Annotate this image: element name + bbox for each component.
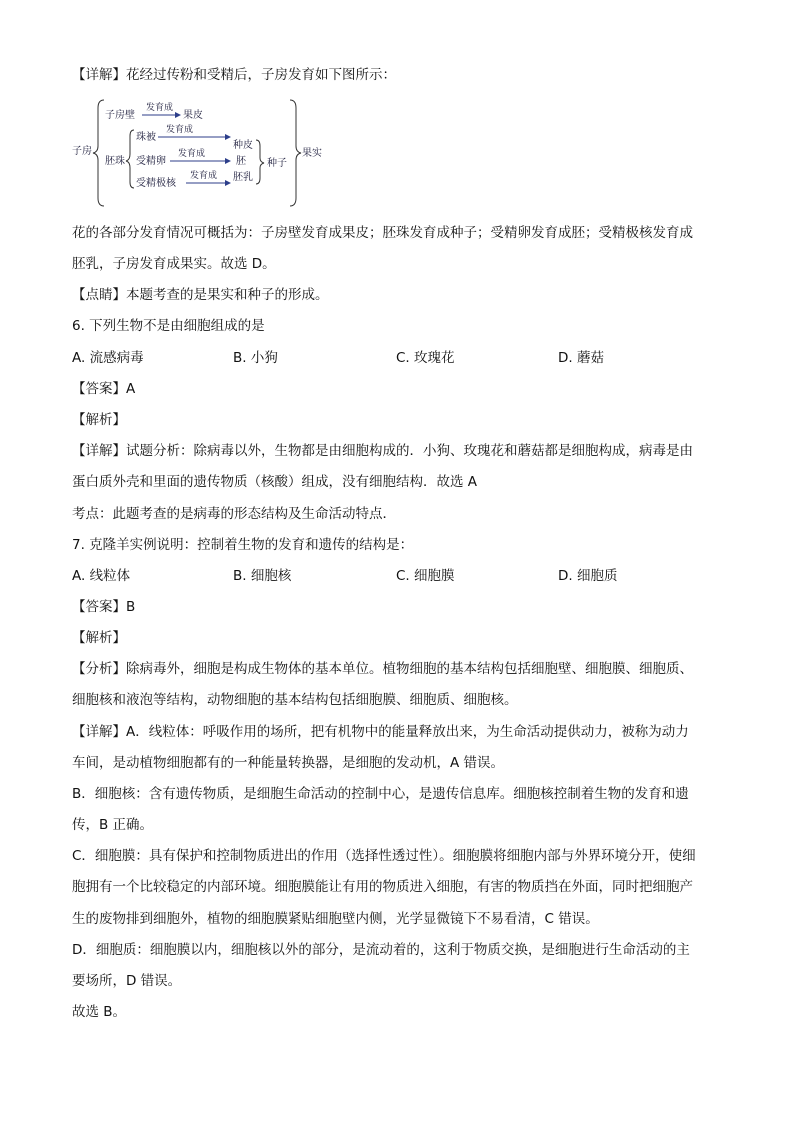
- diagram-seed-coat: 种皮: [233, 140, 253, 151]
- q7-option-c: C. 细胞膜: [396, 568, 455, 584]
- diagram-brace-fruit: [290, 100, 301, 206]
- q6-option-d: D. 蘑菇: [558, 350, 604, 366]
- q6-stem: 6. 下列生物不是由细胞组成的是: [72, 318, 265, 334]
- diagram-endosperm: 胚乳: [233, 172, 253, 183]
- diagram-arrow-label-4: 发育成: [190, 171, 218, 181]
- q7-detail-b-line-1: B．细胞核：含有遗传物质，是细胞生命活动的控制中心，是遗传信息库。细胞核控制着生物的发育和遗: [72, 786, 689, 802]
- q7-detail-d-line-2: 要场所，D 错误。: [72, 973, 182, 989]
- q7-detail-b-line-2: 传，B 正确。: [72, 817, 154, 833]
- diagram-ovary: 子房: [72, 146, 92, 157]
- diagram-seed: 种子: [267, 158, 287, 169]
- q5-summary-line-2: 胚乳，子房发育成果实。故选 D。: [72, 256, 276, 272]
- q5-point: 【点睛】本题考查的是果实和种子的形成。: [72, 287, 329, 303]
- q7-analysis-line-2: 细胞核和液泡等结构，动物细胞的基本结构包括细胞膜、细胞质、细胞核。: [72, 692, 518, 708]
- q6-analysis-label: 【解析】: [72, 412, 126, 428]
- q6-answer: 【答案】A: [72, 381, 136, 397]
- diagram-fruit: 果实: [302, 148, 322, 159]
- q6-detail-line-2: 蛋白质外壳和里面的遗传物质（核酸）组成，没有细胞结构．故选 A: [72, 474, 478, 490]
- diagram-brace-ovary: [93, 100, 104, 206]
- q7-analysis-label: 【解析】: [72, 630, 126, 646]
- q5-summary-line-1: 花的各部分发育情况可概括为：子房壁发育成果皮；胚珠发育成种子；受精卵发育成胚；受精极核发育成: [72, 225, 693, 241]
- q7-detail-c-line-2: 胞拥有一个比较稳定的内部环境。细胞膜能让有用的物质进入细胞，有害的物质挡在外面，同时把细胞产: [72, 879, 693, 895]
- diagram-ovary-wall: 子房壁: [105, 110, 135, 121]
- q7-answer: 【答案】B: [72, 599, 136, 615]
- q6-option-a: A. 流感病毒: [72, 350, 144, 366]
- diagram-fertilized-egg: 受精卵: [136, 156, 166, 167]
- diagram-brace-ovule: [126, 130, 134, 188]
- q6-option-b: B. 小狗: [233, 350, 278, 366]
- q7-option-b: B. 细胞核: [233, 568, 292, 584]
- diagram-svg: [70, 96, 330, 208]
- q7-stem: 7. 克隆羊实例说明：控制着生物的发育和遗传的结构是：: [72, 537, 414, 553]
- q7-conclusion: 故选 B。: [72, 1004, 127, 1020]
- q7-detail-c-line-1: C．细胞膜：具有保护和控制物质进出的作用（选择性透过性）。细胞膜将细胞内部与外界环境分开，使细: [72, 848, 696, 864]
- q6-point: 考点：此题考查的是病毒的形态结构及生命活动特点．: [72, 506, 396, 522]
- diagram-arrow-label-1: 发育成: [146, 103, 174, 113]
- diagram-arrow-label-2: 发育成: [166, 125, 194, 135]
- diagram-pericarp: 果皮: [183, 110, 203, 121]
- q5-detail-intro: 【详解】花经过传粉和受精后，子房发育如下图所示：: [72, 67, 396, 83]
- q7-option-d: D. 细胞质: [558, 568, 618, 584]
- diagram-integument: 珠被: [136, 132, 156, 143]
- diagram-brace-seed: [256, 140, 264, 184]
- q7-detail-c-line-3: 生的废物排到细胞外，植物的细胞膜紧贴细胞壁内侧，光学显微镜下不易看清，C 错误。: [72, 911, 599, 927]
- q6-detail-line-1: 【详解】试题分析：除病毒以外，生物都是由细胞构成的．小狗、玫瑰花和蘑菇都是细胞构成，病毒是由: [72, 443, 693, 459]
- q7-detail-a-line-2: 车间，是动植物细胞都有的一种能量转换器，是细胞的发动机，A 错误。: [72, 755, 505, 771]
- q7-detail-a-line-1: 【详解】A．线粒体：呼吸作用的场所，把有机物中的能量释放出来，为生命活动提供动力，被称为动力: [72, 724, 689, 740]
- q7-analysis-line-1: 【分析】除病毒外，细胞是构成生物体的基本单位。植物细胞的基本结构包括细胞壁、细胞膜、细胞质、: [72, 661, 693, 677]
- q6-option-c: C. 玫瑰花: [396, 350, 455, 366]
- diagram-arrow-label-3: 发育成: [178, 149, 206, 159]
- q7-detail-d-line-1: D．细胞质：细胞膜以内，细胞核以外的部分，是流动着的，这利于物质交换，是细胞进行生命活动的主: [72, 942, 690, 958]
- diagram-embryo: 胚: [236, 156, 246, 167]
- diagram-fertilized-polar: 受精极核: [136, 178, 176, 189]
- diagram-ovule: 胚珠: [105, 156, 125, 167]
- q7-option-a: A. 线粒体: [72, 568, 131, 584]
- ovary-development-diagram: [70, 96, 330, 208]
